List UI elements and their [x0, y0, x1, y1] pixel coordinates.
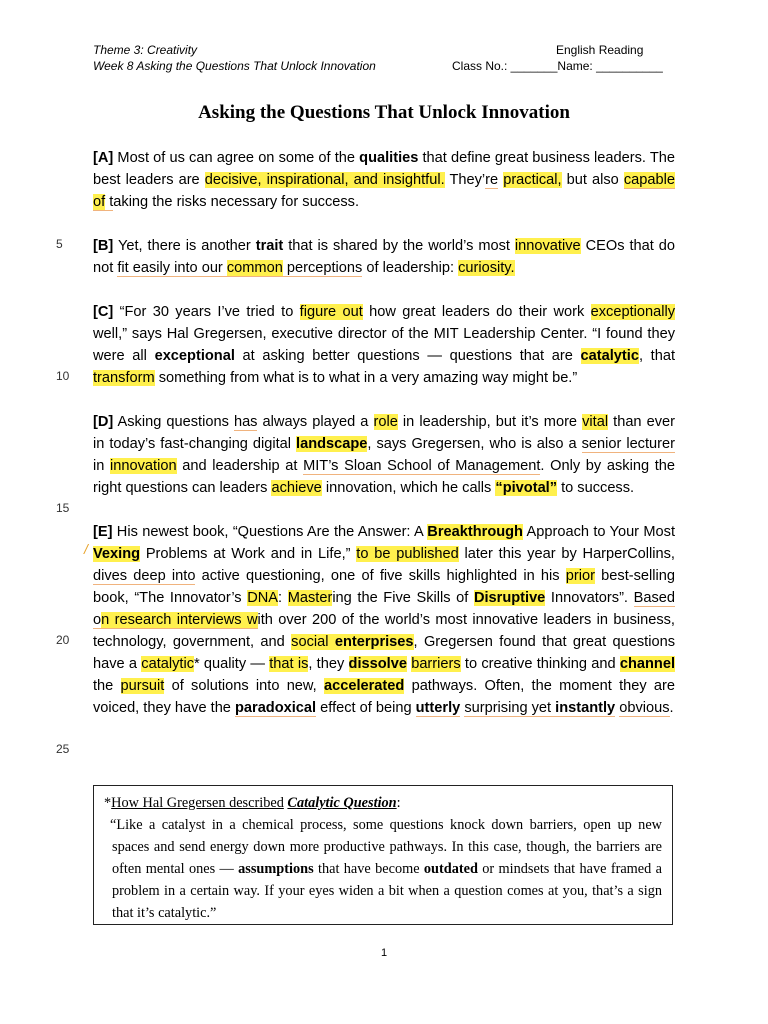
text-run: and leadership at — [176, 458, 304, 474]
highlighted-text: prior — [565, 568, 595, 584]
highlighted-text: capable of — [93, 172, 675, 210]
highlighted-text: innovation — [110, 458, 177, 474]
header-week: Week 8 Asking the Questions That Unlock Innovation — [93, 59, 376, 73]
text-run: active questioning, one of five skills highlighted in his — [195, 568, 566, 584]
bold-keyword: exceptional — [154, 348, 235, 364]
paragraph-label: [D] — [93, 414, 114, 430]
underlined-text: has — [233, 414, 258, 430]
highlighted-text: dissolve — [348, 656, 407, 672]
paragraph — [93, 411, 675, 499]
highlighted-text: landscape — [296, 436, 368, 452]
highlighted-text: pursuit — [120, 678, 165, 694]
text-run: , Gregersen found that great questions have a — [93, 634, 675, 672]
text-run: “For 30 years I’ve tried to — [113, 304, 300, 320]
definition-box-asterisk: * — [104, 795, 112, 811]
text-run: of solutions into new, — [164, 678, 324, 694]
text-run: pathways. Often, the moment they are voiced, they have the — [93, 678, 676, 716]
text-run: how great leaders do their work — [362, 304, 591, 320]
text-run: aking the risks necessary for success. — [113, 194, 360, 210]
text-run: , says Gregersen, who is also a — [367, 436, 582, 452]
text-run: in — [93, 458, 111, 474]
underlined-text: obvious — [619, 700, 670, 716]
highlighted-text: Breakthrough — [427, 524, 523, 540]
line-number-20: 20 — [56, 633, 70, 647]
underlined-text: MIT’s Sloan School of Management — [303, 458, 541, 474]
text-run: Approach to Your Most — [522, 524, 676, 540]
paragraph-label: [A] — [93, 150, 114, 166]
paragraph — [93, 521, 675, 719]
article-body — [93, 147, 675, 719]
text-run: that is shared by the world’s most — [283, 238, 515, 254]
highlighted-text: to be published — [356, 546, 459, 562]
quote-text: that have become — [313, 861, 424, 877]
highlighted-text: practical, — [503, 172, 562, 188]
text-run: later this year by HarperCollins, — [458, 546, 675, 562]
header-subject: English Reading — [556, 43, 644, 57]
paragraph-label: [B] — [93, 238, 114, 254]
page-number: 1 — [380, 947, 388, 959]
text-run: something from what is to what in a very amazing way might be.” — [154, 370, 578, 386]
paragraph-label: [C] — [93, 304, 114, 320]
quote-keyword-outdated: outdated — [423, 861, 478, 877]
highlighted-text: vital — [582, 414, 609, 430]
definition-box-term: Catalytic Question — [287, 795, 397, 811]
underlined-text: Based o — [93, 590, 675, 628]
underlined-text: paradoxical — [234, 700, 317, 716]
text-run: Asking questions — [113, 414, 234, 430]
highlighted-text: barriers — [411, 656, 461, 672]
line-number-15: 15 — [56, 501, 70, 515]
definition-box-quote — [112, 814, 662, 924]
highlighted-text: accelerated — [323, 678, 405, 694]
highlighted-text: innovative — [514, 238, 581, 254]
text-run: , they — [308, 656, 349, 672]
highlighted-text: n research interviews w — [101, 612, 258, 628]
text-run: ing the Five Skills of — [332, 590, 474, 606]
text-run: CEOs that do not — [93, 238, 675, 276]
highlighted-text: “pivotal” — [495, 480, 558, 496]
text-run: Yet, there is another — [113, 238, 256, 254]
paragraph — [93, 301, 675, 389]
paragraph — [93, 147, 675, 213]
underlined-text: re — [485, 172, 499, 188]
definition-box-title-text: How Hal Gregersen described — [111, 795, 284, 811]
text-run: well,” says Hal Gregersen, executive director of the MIT Leadership Center. “I found they were all — [93, 326, 675, 364]
text-run: * quality — — [194, 656, 270, 672]
highlighted-text: enterprises — [334, 634, 414, 650]
line-number-25: 25 — [56, 742, 70, 756]
underlined-text: dives deep into — [93, 568, 196, 584]
highlighted-text: catalytic — [141, 656, 194, 672]
text-run: . — [669, 700, 674, 716]
highlighted-text: transform — [93, 370, 155, 386]
highlighted-text: channel — [619, 656, 676, 672]
highlighted-text: social — [291, 634, 335, 650]
highlighted-text: DNA — [247, 590, 279, 606]
underlined-text: instantly — [555, 700, 616, 716]
quote-text: “Like a catalyst in a chemical process, some questions knock down barriers, open up new spaces and send energy down more productive pathways. In this case, though, the barriers are often mental ones — — [110, 817, 662, 877]
text-run: in leadership, but it’s more — [397, 414, 583, 430]
text-run: innovation, which he calls — [321, 480, 496, 496]
highlighted-text: curiosity. — [458, 260, 515, 276]
text-run: . Only by asking the right questions can leaders — [93, 458, 676, 496]
underlined-text: perceptions — [282, 260, 363, 276]
paragraph-label: [E] — [93, 524, 113, 540]
text-run: to creative thinking and — [460, 656, 620, 672]
text-run: the — [93, 678, 121, 694]
highlighted-text: role — [373, 414, 398, 430]
highlighted-text: Vexing — [93, 546, 141, 562]
text-run: ith over 200 of the world’s most innovative leaders in business, technology, government, and — [93, 612, 675, 650]
highlighted-text: achieve — [271, 480, 322, 496]
line-number-10: 10 — [56, 369, 70, 383]
underlined-text: t — [105, 194, 114, 210]
text-run: effect of being — [316, 700, 416, 716]
highlighted-text: exceptionally — [590, 304, 675, 320]
highlighted-text: common — [226, 260, 283, 276]
text-run: Most of us can agree on some of the — [113, 150, 360, 166]
bold-keyword: qualities — [359, 150, 419, 166]
definition-box-colon: : — [396, 795, 401, 811]
text-run: Problems at Work and in Life,” — [140, 546, 357, 562]
highlighted-text: that is — [269, 656, 309, 672]
underlined-text: fit easily into our — [117, 260, 227, 276]
text-run: to success. — [557, 480, 635, 496]
definition-box-title — [104, 792, 662, 814]
quote-keyword-assumptions: assumptions — [238, 861, 314, 877]
highlighted-text: figure out — [299, 304, 363, 320]
highlighted-text: Disruptive — [473, 590, 546, 606]
highlighted-text: Master — [287, 590, 333, 606]
highlighted-text: decisive, inspirational, and insightful. — [204, 172, 445, 188]
text-run: , that — [638, 348, 676, 364]
underlined-text: surprising yet — [464, 700, 556, 716]
underlined-text: senior lecturer — [581, 436, 675, 452]
text-run: than ever in today’s fast-changing digital — [93, 414, 676, 452]
text-run: Innovators”. — [545, 590, 634, 606]
text-run: at asking better questions — questions that are — [234, 348, 581, 364]
line-number-5: 5 — [56, 237, 63, 251]
text-run: of leadership: — [362, 260, 459, 276]
paragraph — [93, 235, 675, 279]
definition-box — [93, 785, 673, 925]
underlined-text: utterly — [415, 700, 461, 716]
text-run: always played a — [257, 414, 374, 430]
text-run: : — [278, 590, 288, 606]
text-run: but also — [561, 172, 624, 188]
pen-mark: / — [84, 541, 88, 557]
highlighted-text: catalytic — [580, 348, 639, 364]
text-run: His newest book, “Questions Are the Answer: A — [112, 524, 428, 540]
bold-keyword: trait — [255, 238, 284, 254]
page-title: Asking the Questions That Unlock Innovation — [198, 102, 570, 123]
text-run: best-selling book, “The Innovator’s — [93, 568, 675, 606]
text-run: They’ — [444, 172, 486, 188]
header-left — [93, 42, 376, 74]
quote-text: or mindsets that have framed a problem in a certain way. If your eyes widen a bit when a question comes at you, that’s a sign that it’s catalytic.” — [112, 861, 662, 921]
header-theme: Theme 3: Creativity — [93, 43, 198, 57]
text-run: that define great business leaders. The best leaders are — [93, 150, 675, 188]
header-class-name-field: Class No.: _______Name: __________ — [452, 59, 663, 73]
